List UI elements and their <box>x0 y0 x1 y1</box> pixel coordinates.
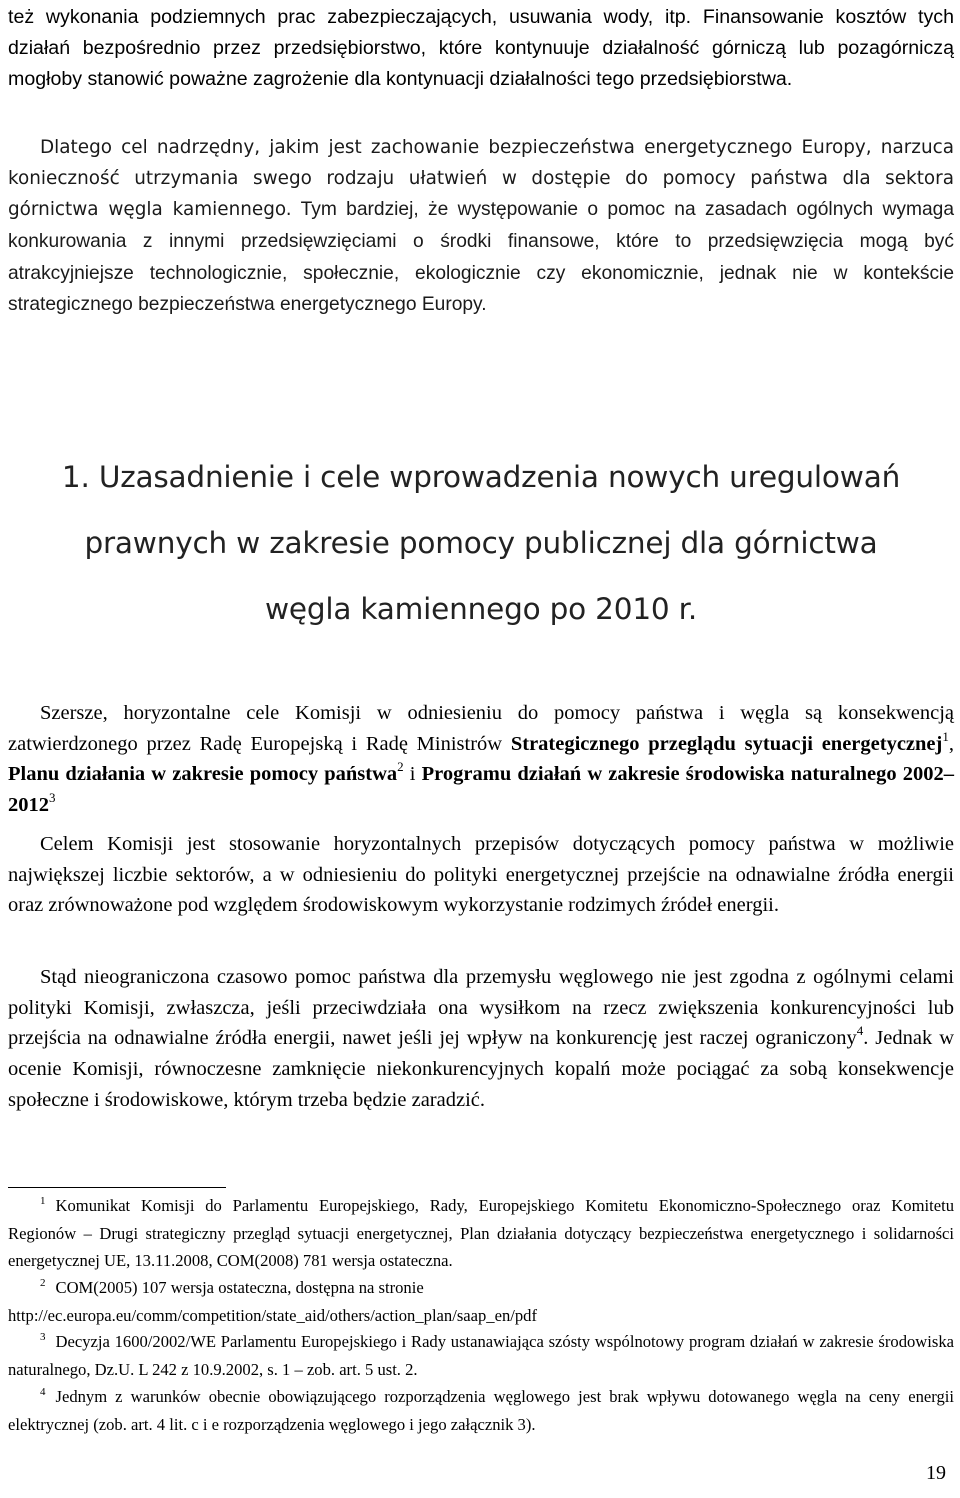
footnote-text: Komunikat Komisji do Parlamentu Europejskiego, Rady, Europejskiego Komitetu Ekonomiczno-Społecznego oraz Komitetu Regionów – Drugi strategiczny przegląd sytuacji energetycznej, Plan działania dotyczący bezpieczeństwa energetycznego i solidarności energetycznej UE, 13.11.2008, COM(2008) 781 wersja ostateczna. <box>8 1196 954 1270</box>
environment-programme-title: Programu działań w zakresie środowiska naturalnego 2002–2012 <box>8 763 954 817</box>
footnote-ref-4: 4 <box>856 1023 864 1039</box>
section-heading-line-1: 1. Uzasadnienie i cele wprowadzenia nowych uregulowań <box>61 460 901 494</box>
footnote-3: 3 Decyzja 1600/2002/WE Parlamentu Europejskiego i Rady ustanawiająca szósty wspólnotowy program działań w zakresie środowiska naturalnego, Dz.U. L 242 z 10.9.2002, s. 1 – zob. art. 5 ust. 2. <box>8 1331 954 1379</box>
paragraph-strategy-text: Szersze, horyzontalne cele Komisji w odniesieniu do pomocy państwa i węgla są konsekwencją zatwierdzonego przez Radę Europejską i Radę Ministrów <box>8 702 954 755</box>
paragraph-intro-2-part-a: Dlatego cel nadrzędny, jakim jest zachowanie bezpieczeństwa energetycznego Europy, narzuca konieczność utrzymania swego rodzaju ułatwień w dostępie do pomocy państwa dla sektora górnictwa węgla kamiennego. <box>8 137 954 220</box>
page-number: 19 <box>926 1462 946 1484</box>
strategic-review-title: Strategicznego przeglądu sytuacji energetycznej <box>510 732 943 755</box>
section-heading <box>8 444 954 642</box>
footnote-url[interactable]: http://ec.europa.eu/comm/competition/state_aid/others/action_plan/saap_en/pdf <box>8 1305 537 1325</box>
footnote-text: Jednym z warunków obecnie obowiązującego rozporządzenia węglowego jest brak wpływu dotowanego węgla na ceny energii elektrycznej (zob. art. 4 lit. c i e rozporządzenia węglowego i jego załącznik 3). <box>8 1387 954 1434</box>
paragraph-intro-2-part-b: Tym bardziej, że występowanie o pomoc na zasadach ogólnych wymaga konkurowania z innymi przedsięwzięciami o środki finansowe, które to przedsięwzięcia mogą być atrakcyjniejsze technologicznie, społecznie, ekologicznie czy ekonomicznie, jednak nie w kontekście strategicznego bezpieczeństwa energetycznego Europy. <box>8 199 954 316</box>
footnote-text: Decyzja 1600/2002/WE Parlamentu Europejskiego i Rady ustanawiająca szósty wspólnotowy program działań w zakresie środowiska naturalnego, Dz.U. L 242 z 10.9.2002, s. 1 – zob. art. 5 ust. 2. <box>8 1332 954 1379</box>
footnote-divider <box>8 1187 226 1188</box>
paragraph-intro-2 <box>8 132 954 321</box>
section-heading-line-2: prawnych w zakresie pomocy publicznej dla górnictwa <box>84 526 878 560</box>
separator-comma: , <box>948 732 954 755</box>
paragraph-state-aid-text-end: . Jednak w ocenie Komisji, równoczesne zamknięcie niekonkurencyjnych kopalń może pociągać za sobą konsekwencje społeczne i środowiskowe, którym trzeba będzie zaradzić. <box>8 1027 954 1111</box>
footnote-text: COM(2005) 107 wersja ostateczna, dostępna na stronie <box>55 1278 424 1297</box>
paragraph-intro-1: też wykonania podziemnych prac zabezpieczających, usuwania wody, itp. Finansowanie kosztów tych działań bezpośrednio przez przedsiębiorstwo, które kontynuuje działalność górniczą lub pozagórniczą mogłoby stanowić poważne zagrożenie dla kontynuacji działalności tego przedsiębiorstwa. <box>8 6 954 90</box>
footnote-4: 4 Jednym z warunków obecnie obowiązującego rozporządzenia węglowego jest brak wpływu dotowanego węgla na ceny energii elektrycznej (zob. art. 4 lit. c i e rozporządzenia węglowego i jego załącznik 3). <box>8 1386 954 1434</box>
action-plan-title: Planu działania w zakresie pomocy państwa <box>8 763 398 786</box>
section-heading-line-3: węgla kamiennego po 2010 r. <box>264 592 698 626</box>
separator-and: i <box>403 763 422 786</box>
footnote-ref-1: 1 <box>942 728 949 744</box>
paragraph-state-aid-text: Stąd nieograniczona czasowo pomoc państwa dla przemysłu węglowego nie jest zgodna z ogólnymi celami polityki Komisji, zwłaszcza, jeśli przeciwdziała ona wysiłkom na rzecz zwiększenia konkurencyjności lub przejścia na odnawialne źródła energii, nawet jeśli jej wpływ na konkurencję jest raczej ograniczony <box>8 966 954 1050</box>
footnote-1: 1 Komunikat Komisji do Parlamentu Europejskiego, Rady, Europejskiego Komitetu Ekonomiczno-Społecznego oraz Komitetu Regionów – Drugi strategiczny przegląd sytuacji energetycznej, Plan działania dotyczący bezpieczeństwa energetycznego i solidarności energetycznej UE, 13.11.2008, COM(2008) 781 wersja ostateczna. <box>8 1195 954 1270</box>
paragraph-state-aid <box>8 962 954 1116</box>
document-page <box>8 0 954 1498</box>
footnote-2: 2 COM(2005) 107 wersja ostateczna, dostępna na stronie http://ec.europa.eu/comm/competition/state_aid/others/action_plan/saap_en/pdf <box>8 1277 537 1325</box>
footnote-ref-3: 3 <box>49 790 56 806</box>
footnote-ref-2: 2 <box>397 759 404 775</box>
paragraph-strategy <box>8 698 954 821</box>
paragraph-commission-goal: Celem Komisji jest stosowanie horyzontalnych przepisów dotyczących pomocy państwa w możliwie największej liczbie sektorów, a w odniesieniu do polityki energetycznej przejście na odnawialne źródła energii oraz zrównoważone pod względem środowiskowym wykorzystanie rodzimych źródeł energii. <box>8 833 954 917</box>
